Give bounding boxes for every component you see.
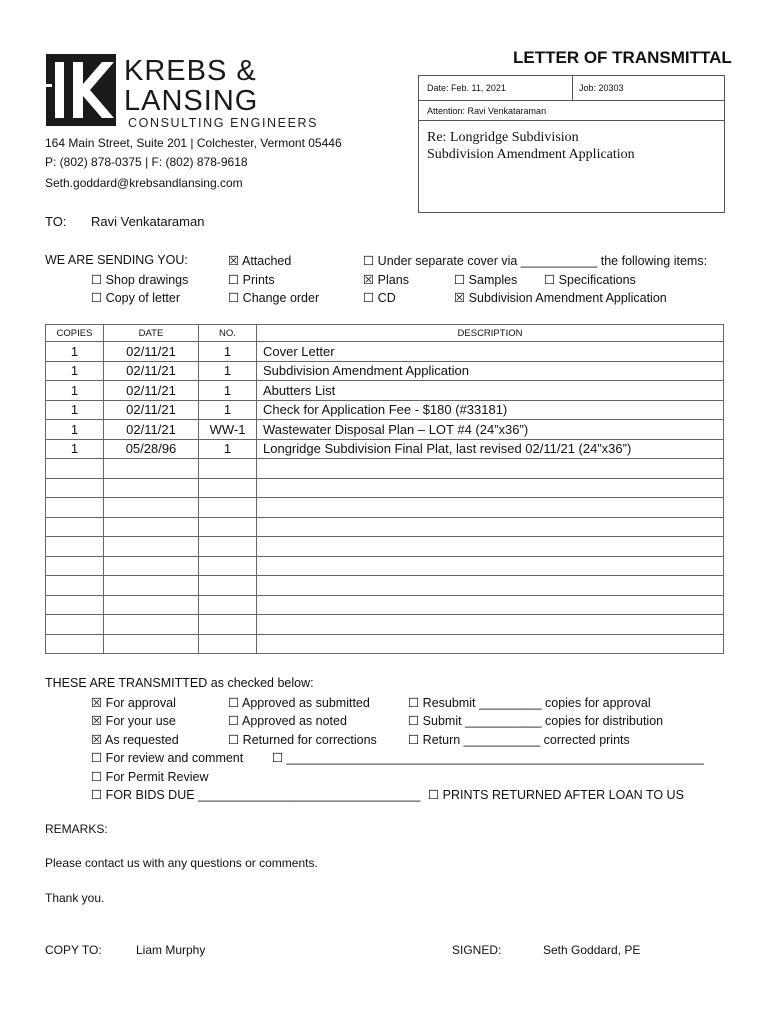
col-no: NO. xyxy=(199,325,257,342)
checkbox-bids-due[interactable]: ☐ FOR BIDS DUE ________________________________ xyxy=(91,788,421,802)
checkbox-for-approval[interactable]: ☒ For approval xyxy=(91,696,176,710)
checkbox-approved-as-submitted[interactable]: ☐ Approved as submitted xyxy=(228,696,370,710)
cell-copies: 1 xyxy=(46,400,104,420)
cell-description: Wastewater Disposal Plan – LOT #4 (24”x36”) xyxy=(257,420,724,440)
cell-no: WW-1 xyxy=(199,420,257,440)
cell-date: 02/11/21 xyxy=(104,381,199,401)
cell-description: Abutters List xyxy=(257,381,724,401)
cell-description: Longridge Subdivision Final Plat, last revised 02/11/21 (24”x36”) xyxy=(257,439,724,459)
date-field: Date: Feb. 11, 2021 xyxy=(427,83,506,93)
company-logo-mark xyxy=(46,54,116,126)
transmitted-label: THESE ARE TRANSMITTED as checked below: xyxy=(45,676,314,690)
checkbox-as-requested[interactable]: ☒ As requested xyxy=(91,733,179,747)
cell-description: Subdivision Amendment Application xyxy=(257,361,724,381)
table-header-row xyxy=(46,325,724,342)
empty-table-row xyxy=(46,634,724,654)
checkbox-cd[interactable]: ☐ CD xyxy=(363,291,396,305)
cell-date: 02/11/21 xyxy=(104,400,199,420)
col-date: DATE xyxy=(104,325,199,342)
empty-table-row xyxy=(46,537,724,557)
header-info-box xyxy=(418,75,725,213)
empty-table-row xyxy=(46,595,724,615)
remarks-contact: Please contact us with any questions or comments. xyxy=(45,856,318,870)
cell-copies: 1 xyxy=(46,381,104,401)
table-row xyxy=(46,381,724,401)
signed-name: Seth Goddard, PE xyxy=(543,943,641,957)
attention-field: Attention: Ravi Venkataraman xyxy=(427,106,547,116)
signed-label: SIGNED: xyxy=(452,943,502,957)
checkbox-change-order[interactable]: ☐ Change order xyxy=(228,291,320,305)
checkbox-attached[interactable]: ☒ Attached xyxy=(228,254,292,268)
cell-date: 02/11/21 xyxy=(104,420,199,440)
cell-no: 1 xyxy=(199,381,257,401)
cell-copies: 1 xyxy=(46,342,104,362)
checkbox-copy-of-letter[interactable]: ☐ Copy of letter xyxy=(91,291,181,305)
checkbox-for-review[interactable]: ☐ For review and comment xyxy=(91,751,244,765)
checkbox-prints[interactable]: ☐ Prints xyxy=(228,273,275,287)
checkbox-plans[interactable]: ☒ Plans xyxy=(363,273,409,287)
table-row xyxy=(46,420,724,440)
cell-no: 1 xyxy=(199,439,257,459)
cell-no: 1 xyxy=(199,342,257,362)
sending-label: WE ARE SENDING YOU: xyxy=(45,253,188,267)
to-name: Ravi Venkataraman xyxy=(91,214,205,229)
items-table xyxy=(45,324,724,654)
cell-date: 05/28/96 xyxy=(104,439,199,459)
cell-copies: 1 xyxy=(46,439,104,459)
empty-table-row xyxy=(46,517,724,537)
remarks-label: REMARKS: xyxy=(45,822,108,836)
checkbox-separate-cover[interactable]: ☐ Under separate cover via ___________ the following items: xyxy=(363,254,708,268)
cell-copies: 1 xyxy=(46,420,104,440)
table-row xyxy=(46,439,724,459)
checkbox-permit-review[interactable]: ☐ For Permit Review xyxy=(91,770,209,784)
checkbox-other[interactable]: ☐ ____________________________________________________________ xyxy=(272,751,704,765)
company-tagline: CONSULTING ENGINEERS xyxy=(128,116,319,130)
col-description: DESCRIPTION xyxy=(257,325,724,342)
table-row xyxy=(46,361,724,381)
cell-no: 1 xyxy=(199,400,257,420)
company-name-line2: LANSING xyxy=(124,85,259,117)
cell-no: 1 xyxy=(199,361,257,381)
empty-table-row xyxy=(46,498,724,518)
empty-table-row xyxy=(46,478,724,498)
cell-date: 02/11/21 xyxy=(104,361,199,381)
job-field: Job: 20303 xyxy=(579,83,624,93)
company-address: 164 Main Street, Suite 201 | Colchester, Vermont 05446 xyxy=(45,136,342,150)
empty-table-row xyxy=(46,556,724,576)
company-phone: P: (802) 878-0375 | F: (802) 878-9618 xyxy=(45,155,248,169)
checkbox-return[interactable]: ☐ Return ___________ corrected prints xyxy=(408,733,630,747)
checkbox-subdivision-amendment[interactable]: ☒ Subdivision Amendment Application xyxy=(454,291,667,305)
cell-description: Check for Application Fee - $180 (#33181) xyxy=(257,400,724,420)
copy-to-name: Liam Murphy xyxy=(136,943,206,957)
empty-table-row xyxy=(46,576,724,596)
checkbox-prints-returned[interactable]: ☐ PRINTS RETURNED AFTER LOAN TO US xyxy=(428,788,684,802)
checkbox-submit[interactable]: ☐ Submit ___________ copies for distribution xyxy=(408,714,664,728)
checkbox-returned-for-corrections[interactable]: ☐ Returned for corrections xyxy=(228,733,377,747)
cell-date: 02/11/21 xyxy=(104,342,199,362)
company-email[interactable]: Seth.goddard@krebsandlansing.com xyxy=(45,176,243,190)
re-line2: Subdivision Amendment Application xyxy=(427,147,635,162)
to-label: TO: xyxy=(45,214,67,229)
col-copies: COPIES xyxy=(46,325,104,342)
checkbox-specifications[interactable]: ☐ Specifications xyxy=(544,273,636,287)
empty-table-row xyxy=(46,459,724,479)
table-row xyxy=(46,342,724,362)
checkbox-approved-as-noted[interactable]: ☐ Approved as noted xyxy=(228,714,347,728)
document-title: LETTER OF TRANSMITTAL xyxy=(513,48,732,67)
table-row xyxy=(46,400,724,420)
copy-to-label: COPY TO: xyxy=(45,943,102,957)
checkbox-for-your-use[interactable]: ☒ For your use xyxy=(91,714,176,728)
cell-copies: 1 xyxy=(46,361,104,381)
checkbox-samples[interactable]: ☐ Samples xyxy=(454,273,518,287)
cell-description: Cover Letter xyxy=(257,342,724,362)
remarks-thanks: Thank you. xyxy=(45,891,105,905)
re-line1: Re: Longridge Subdivision xyxy=(427,130,579,145)
checkbox-resubmit[interactable]: ☐ Resubmit _________ copies for approval xyxy=(408,696,651,710)
empty-table-row xyxy=(46,615,724,635)
checkbox-shop-drawings[interactable]: ☐ Shop drawings xyxy=(91,273,189,287)
company-name-line1: KREBS & xyxy=(124,55,257,87)
